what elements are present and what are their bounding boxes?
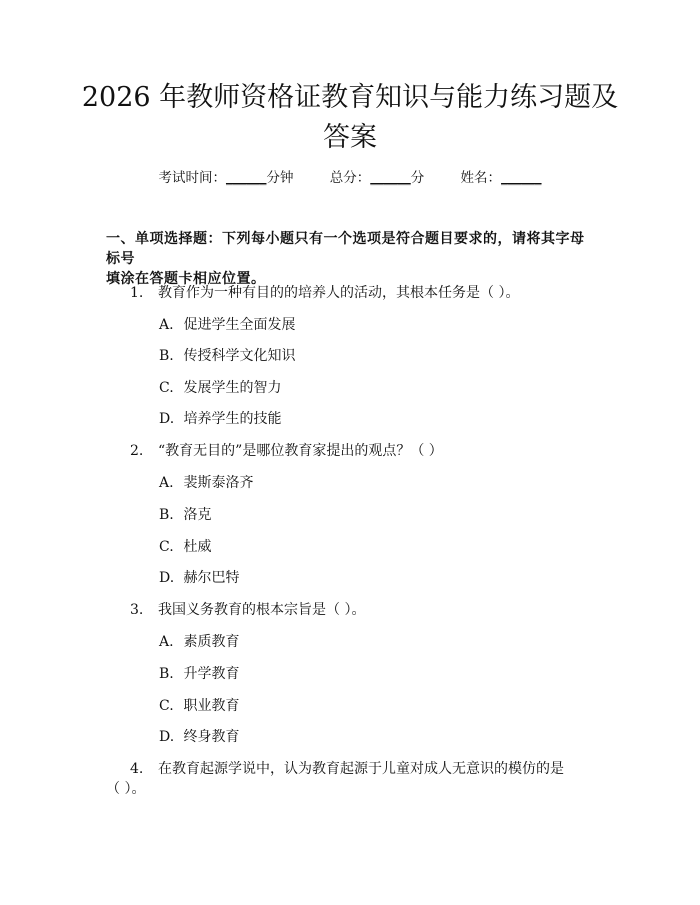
option-text: 升学教育 bbox=[183, 666, 240, 682]
option-1a bbox=[159, 315, 295, 335]
candidate-name bbox=[461, 170, 542, 186]
option-letter: A. bbox=[159, 317, 174, 333]
option-text: 培养学生的技能 bbox=[183, 411, 282, 427]
total-score bbox=[330, 170, 425, 186]
exam-time bbox=[158, 170, 293, 186]
title-line-1: 2026 年教师资格证教育知识与能力练习题及 bbox=[81, 82, 619, 113]
question-2 bbox=[106, 441, 598, 461]
option-letter: A. bbox=[159, 475, 174, 491]
option-2d bbox=[159, 568, 239, 588]
total-score-label: 总分： bbox=[329, 170, 371, 186]
title-line-2: 答案 bbox=[323, 122, 377, 153]
document-title bbox=[70, 78, 630, 158]
option-letter: B. bbox=[159, 348, 174, 364]
question-text: 我国义务教育的根本宗旨是（ ）。 bbox=[158, 602, 366, 618]
section-heading-line-2: 填涂在答题卡相应位置。 bbox=[106, 271, 266, 287]
option-text: 素质教育 bbox=[183, 634, 240, 650]
option-1b bbox=[159, 346, 295, 366]
section-heading bbox=[106, 229, 598, 289]
option-text: 传授科学文化知识 bbox=[183, 348, 296, 364]
exam-time-unit: 分钟 bbox=[266, 170, 294, 186]
option-text: 裴斯泰洛齐 bbox=[183, 475, 254, 491]
option-3d bbox=[159, 727, 239, 747]
option-text: 发展学生的智力 bbox=[183, 380, 282, 396]
exam-info-line bbox=[0, 168, 700, 188]
option-2c bbox=[159, 537, 211, 557]
question-text-line-2: （ ）。 bbox=[106, 781, 146, 797]
name-label: 姓名： bbox=[460, 170, 502, 186]
question-text: “教育无目的”是哪位教育家提出的观点？（ ） bbox=[158, 443, 443, 459]
option-text: 促进学生全面发展 bbox=[183, 317, 296, 333]
exam-time-label: 考试时间： bbox=[158, 170, 226, 186]
total-score-unit: 分 bbox=[410, 170, 425, 186]
option-2a bbox=[159, 473, 253, 493]
option-text: 洛克 bbox=[183, 507, 212, 523]
question-3 bbox=[106, 600, 598, 620]
total-score-blank: ______ bbox=[370, 170, 411, 186]
option-1d bbox=[159, 409, 281, 429]
option-letter: D. bbox=[159, 411, 175, 427]
option-text: 杜威 bbox=[183, 539, 212, 555]
question-number: 1. bbox=[130, 285, 144, 301]
option-letter: C. bbox=[159, 380, 174, 396]
question-1 bbox=[106, 283, 598, 303]
question-4 bbox=[106, 759, 598, 799]
option-3a bbox=[159, 632, 239, 652]
name-blank: ______ bbox=[501, 170, 542, 186]
option-letter: C. bbox=[159, 698, 174, 714]
option-1c bbox=[159, 378, 281, 398]
question-number: 4. bbox=[130, 761, 144, 777]
option-letter: A. bbox=[159, 634, 174, 650]
question-number: 2. bbox=[130, 443, 144, 459]
section-heading-line-1: 一、单项选择题：下列每小题只有一个选项是符合题目要求的，请将其字母标号 bbox=[106, 231, 585, 267]
option-text: 赫尔巴特 bbox=[183, 570, 240, 586]
option-3b bbox=[159, 664, 239, 684]
option-letter: B. bbox=[159, 507, 174, 523]
option-2b bbox=[159, 505, 211, 525]
option-letter: B. bbox=[159, 666, 174, 682]
option-letter: C. bbox=[159, 539, 174, 555]
option-letter: D. bbox=[159, 729, 175, 745]
option-3c bbox=[159, 696, 239, 716]
option-text: 职业教育 bbox=[183, 698, 240, 714]
question-text-line-1: 在教育起源学说中，认为教育起源于儿童对成人无意识的模仿的是 bbox=[158, 761, 564, 777]
question-number: 3. bbox=[130, 602, 144, 618]
question-text: 教育作为一种有目的的培养人的活动，其根本任务是（ ）。 bbox=[158, 285, 520, 301]
option-letter: D. bbox=[159, 570, 175, 586]
option-text: 终身教育 bbox=[183, 729, 240, 745]
exam-time-blank: ______ bbox=[225, 170, 267, 186]
